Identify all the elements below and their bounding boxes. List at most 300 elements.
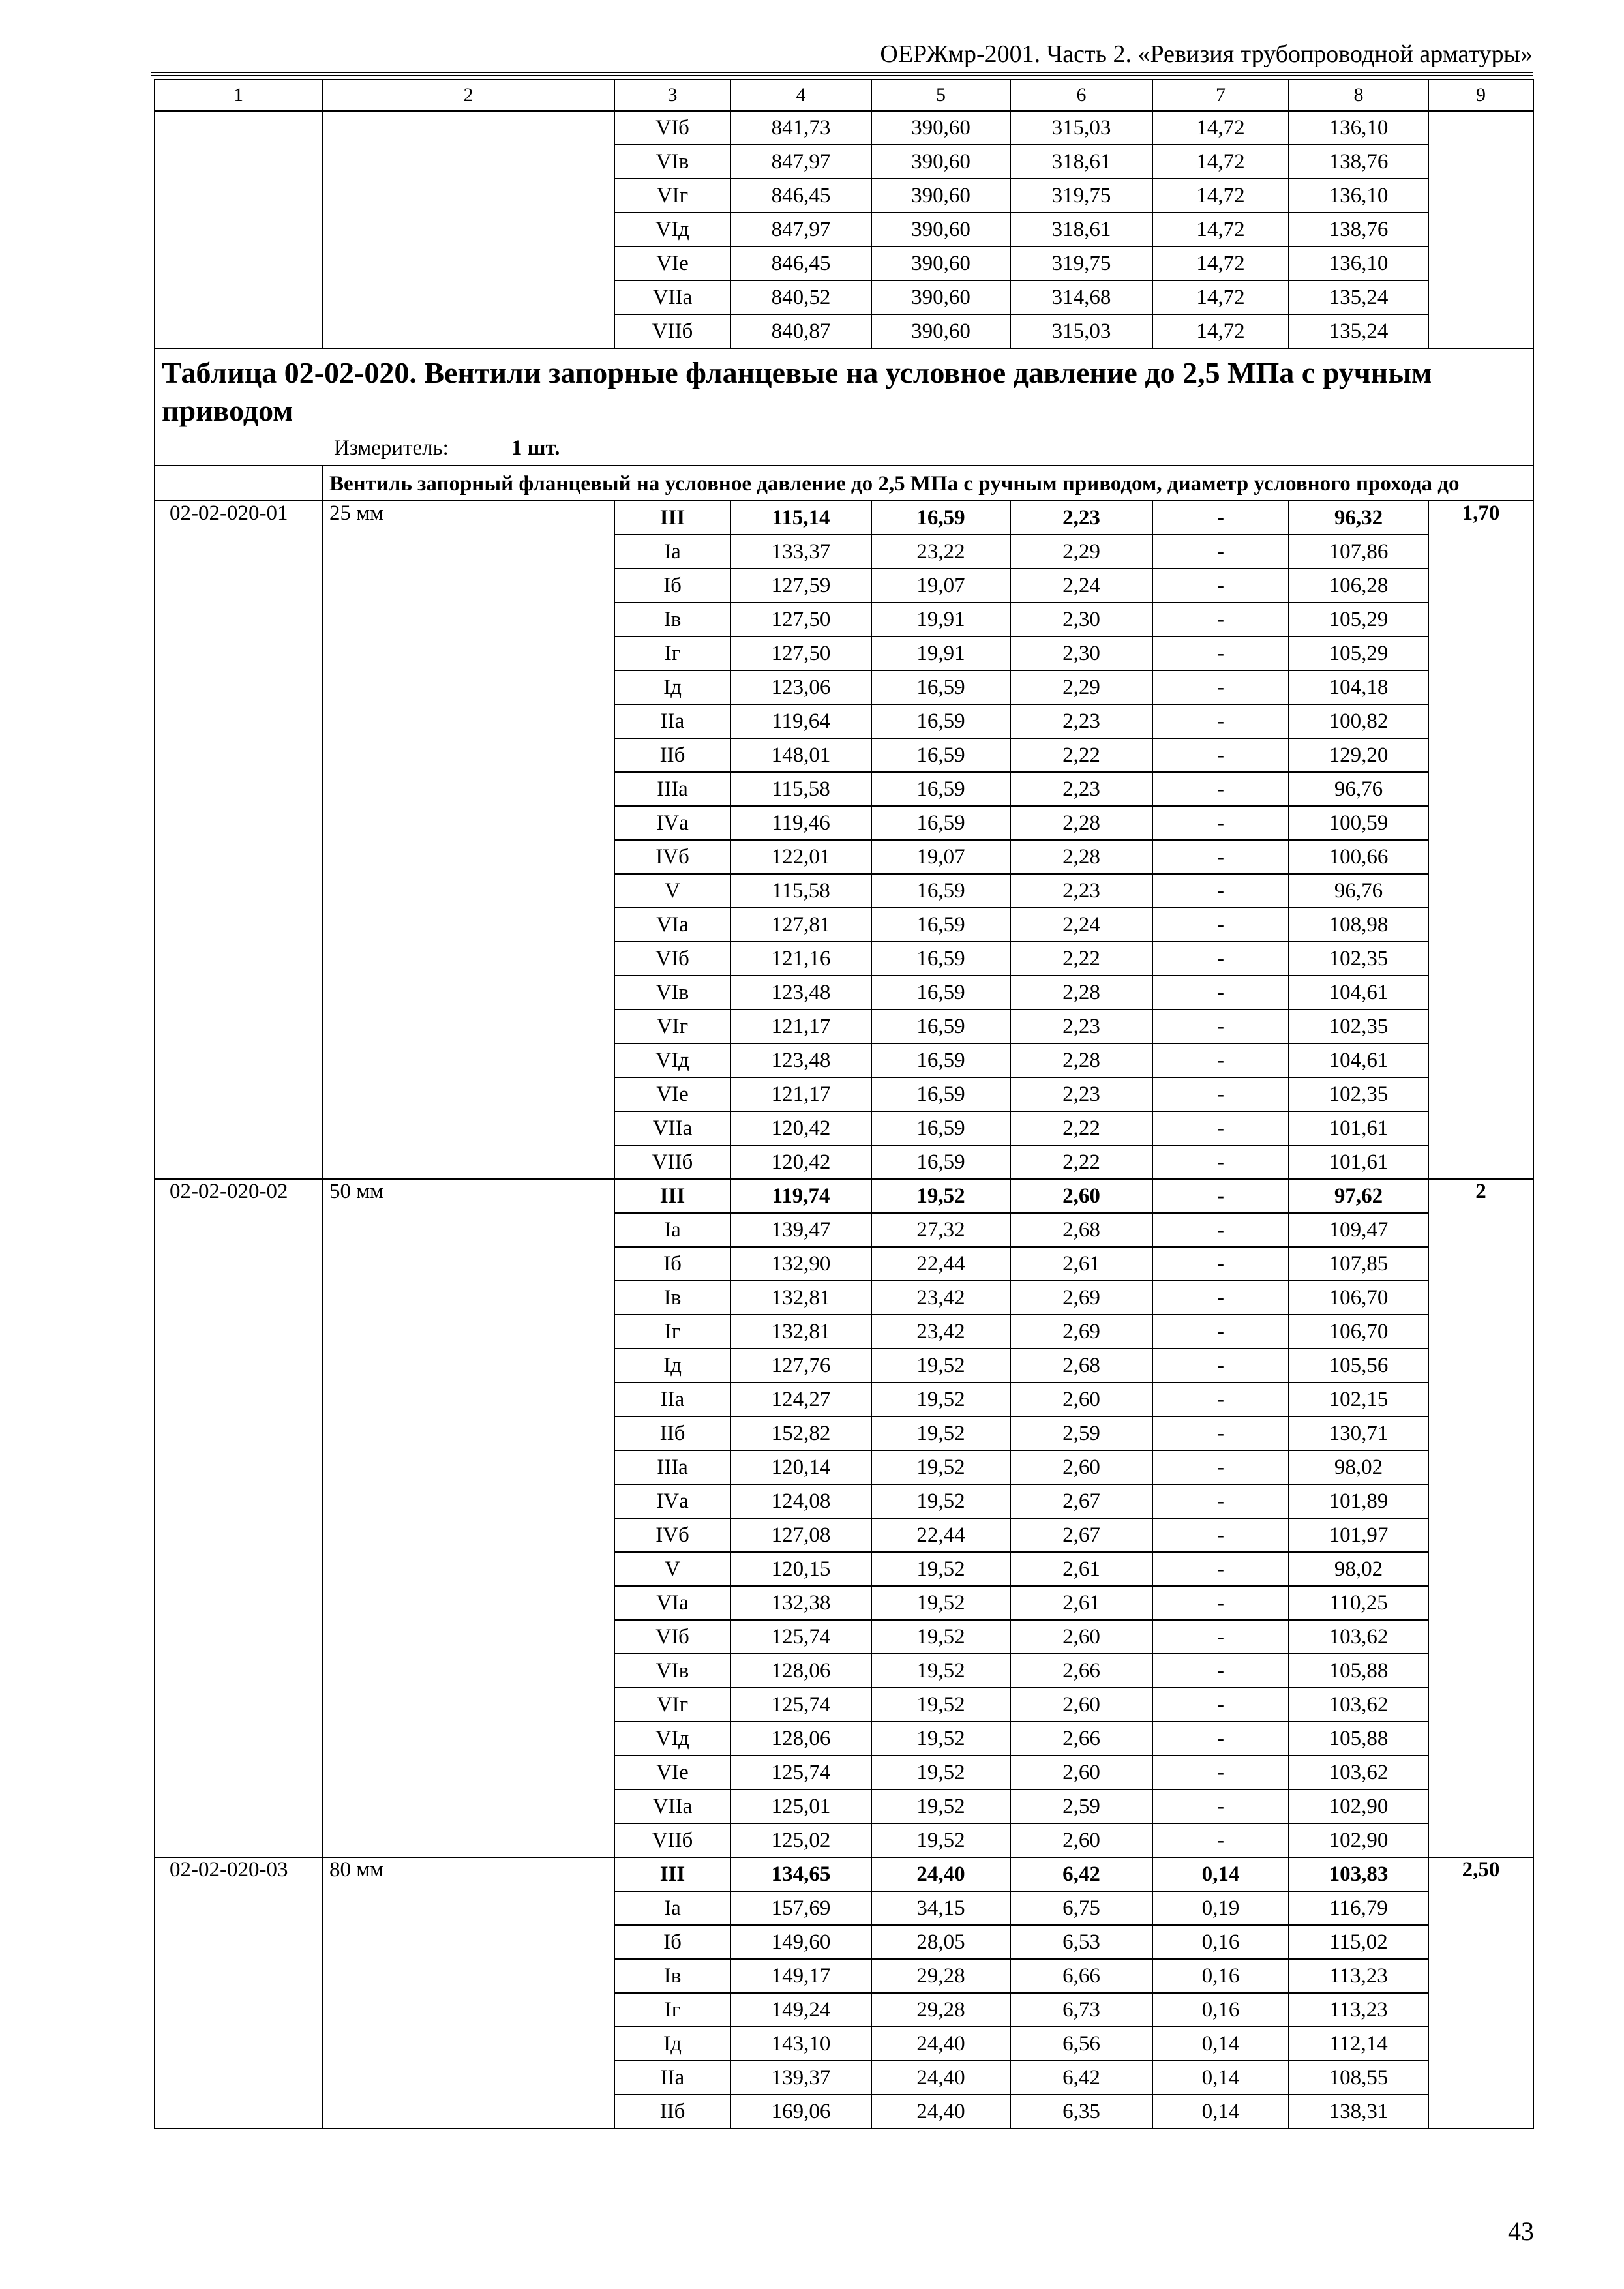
region-cell: IIб <box>614 2095 730 2129</box>
value-cell: 6,66 <box>1010 1959 1152 1993</box>
value-cell: 847,97 <box>730 213 871 247</box>
value-cell: 2,22 <box>1010 738 1152 772</box>
value-cell: 124,27 <box>730 1383 871 1416</box>
value-cell: 2,60 <box>1010 1450 1152 1484</box>
value-cell: 100,82 <box>1289 704 1428 738</box>
value-cell: 105,56 <box>1289 1349 1428 1383</box>
region-cell: Iб <box>614 1925 730 1959</box>
value-cell: 2,23 <box>1010 1010 1152 1043</box>
value-cell: 96,32 <box>1289 501 1428 535</box>
value-cell: 105,88 <box>1289 1722 1428 1756</box>
column-number: 3 <box>614 80 730 111</box>
value-cell: 6,35 <box>1010 2095 1152 2129</box>
value-cell: 121,16 <box>730 942 871 976</box>
value-cell: 98,02 <box>1289 1450 1428 1484</box>
region-cell: III <box>614 1857 730 1891</box>
value-cell: 315,03 <box>1010 314 1152 348</box>
value-cell: 24,40 <box>871 2027 1010 2061</box>
value-cell: 841,73 <box>730 111 871 145</box>
header-rule <box>151 72 1533 76</box>
value-cell: 103,62 <box>1289 1688 1428 1722</box>
value-cell: 102,35 <box>1289 942 1428 976</box>
value-cell: 14,72 <box>1152 213 1289 247</box>
value-cell: 101,61 <box>1289 1111 1428 1145</box>
table-row <box>155 111 1533 145</box>
value-cell: 110,25 <box>1289 1586 1428 1620</box>
value-cell: 101,97 <box>1289 1518 1428 1552</box>
col9-cell: 1,70 <box>1428 501 1533 1179</box>
value-cell: 135,24 <box>1289 314 1428 348</box>
value-cell: 318,61 <box>1010 145 1152 179</box>
value-cell: 106,70 <box>1289 1281 1428 1315</box>
value-cell: 23,42 <box>871 1315 1010 1349</box>
value-cell: 105,29 <box>1289 603 1428 636</box>
region-cell: Iа <box>614 535 730 569</box>
column-number: 8 <box>1289 80 1428 111</box>
value-cell: - <box>1152 908 1289 942</box>
region-cell: IVб <box>614 840 730 874</box>
value-cell: 6,56 <box>1010 2027 1152 2061</box>
region-cell: Iв <box>614 1959 730 1993</box>
value-cell: 148,01 <box>730 738 871 772</box>
value-cell: 0,14 <box>1152 2095 1289 2129</box>
value-cell: - <box>1152 1213 1289 1247</box>
value-cell: - <box>1152 806 1289 840</box>
value-cell: 16,59 <box>871 1077 1010 1111</box>
value-cell: - <box>1152 840 1289 874</box>
value-cell: 108,98 <box>1289 908 1428 942</box>
value-cell: 123,48 <box>730 1043 871 1077</box>
table-title: Таблица 02-02-020. Вентили запорные фланцевые на условное давление до 2,5 МПа с ручным приводом <box>162 356 1432 427</box>
region-cell: VIг <box>614 179 730 213</box>
name-cell <box>322 111 614 348</box>
value-cell: 2,28 <box>1010 976 1152 1010</box>
value-cell: 115,14 <box>730 501 871 535</box>
value-cell: - <box>1152 976 1289 1010</box>
blank-cell <box>155 466 322 501</box>
region-cell: VIе <box>614 1756 730 1789</box>
value-cell: 119,64 <box>730 704 871 738</box>
value-cell: 120,15 <box>730 1552 871 1586</box>
column-number: 1 <box>155 80 322 111</box>
value-cell: 157,69 <box>730 1891 871 1925</box>
value-cell: 846,45 <box>730 179 871 213</box>
value-cell: - <box>1152 1247 1289 1281</box>
value-cell: 104,18 <box>1289 670 1428 704</box>
region-cell: VIIа <box>614 1789 730 1823</box>
value-cell: 169,06 <box>730 2095 871 2129</box>
value-cell: 390,60 <box>871 213 1010 247</box>
value-cell: 16,59 <box>871 772 1010 806</box>
value-cell: 2,22 <box>1010 1111 1152 1145</box>
region-cell: Iг <box>614 636 730 670</box>
value-cell: 0,16 <box>1152 1993 1289 2027</box>
table-row <box>155 1179 1533 1213</box>
value-cell: 129,20 <box>1289 738 1428 772</box>
value-cell: - <box>1152 1823 1289 1857</box>
value-cell: - <box>1152 1043 1289 1077</box>
region-cell: Iа <box>614 1213 730 1247</box>
value-cell: 2,60 <box>1010 1179 1152 1213</box>
value-cell: 134,65 <box>730 1857 871 1891</box>
name-cell: 25 мм <box>322 501 614 1179</box>
value-cell: 19,52 <box>871 1383 1010 1416</box>
value-cell: 127,59 <box>730 569 871 603</box>
value-cell: 6,42 <box>1010 2061 1152 2095</box>
region-cell: IIб <box>614 1416 730 1450</box>
value-cell: 318,61 <box>1010 213 1152 247</box>
region-cell: VIе <box>614 1077 730 1111</box>
value-cell: - <box>1152 1518 1289 1552</box>
value-cell: 128,06 <box>730 1654 871 1688</box>
column-number: 6 <box>1010 80 1152 111</box>
value-cell: 138,31 <box>1289 2095 1428 2129</box>
value-cell: 390,60 <box>871 280 1010 314</box>
value-cell: 115,58 <box>730 874 871 908</box>
value-cell: 22,44 <box>871 1518 1010 1552</box>
value-cell: 106,28 <box>1289 569 1428 603</box>
region-cell: VIб <box>614 1620 730 1654</box>
value-cell: 16,59 <box>871 670 1010 704</box>
region-cell: Iд <box>614 1349 730 1383</box>
value-cell: 19,52 <box>871 1349 1010 1383</box>
value-cell: 2,61 <box>1010 1586 1152 1620</box>
value-cell: 24,40 <box>871 2095 1010 2129</box>
running-header: ОЕРЖмр-2001. Часть 2. «Ревизия трубопроводной арматуры» <box>880 40 1533 68</box>
value-cell: 96,76 <box>1289 874 1428 908</box>
value-cell: 19,52 <box>871 1620 1010 1654</box>
value-cell: 16,59 <box>871 874 1010 908</box>
value-cell: 840,87 <box>730 314 871 348</box>
region-cell: VIд <box>614 1043 730 1077</box>
value-cell: 0,19 <box>1152 1891 1289 1925</box>
region-cell: VIIб <box>614 1823 730 1857</box>
measure-label: Измеритель: <box>334 436 449 460</box>
value-cell: 107,86 <box>1289 535 1428 569</box>
value-cell: 2,68 <box>1010 1213 1152 1247</box>
value-cell: 34,15 <box>871 1891 1010 1925</box>
region-cell: IIа <box>614 2061 730 2095</box>
region-cell: IIIа <box>614 772 730 806</box>
value-cell: 2,28 <box>1010 1043 1152 1077</box>
value-cell: 136,10 <box>1289 179 1428 213</box>
column-number: 9 <box>1428 80 1533 111</box>
value-cell: 319,75 <box>1010 247 1152 280</box>
measure-line <box>334 435 1526 461</box>
value-cell: - <box>1152 1654 1289 1688</box>
value-cell: 2,28 <box>1010 840 1152 874</box>
value-cell: 6,75 <box>1010 1891 1152 1925</box>
region-cell: VIб <box>614 111 730 145</box>
value-cell: 2,28 <box>1010 806 1152 840</box>
region-cell: VIе <box>614 247 730 280</box>
value-cell: 319,75 <box>1010 179 1152 213</box>
region-cell: VIг <box>614 1688 730 1722</box>
value-cell: 2,67 <box>1010 1484 1152 1518</box>
value-cell: - <box>1152 1349 1289 1383</box>
rates-table <box>154 79 1534 2129</box>
description-cell: Вентиль запорный фланцевый на условное давление до 2,5 МПа с ручным приводом, диаметр условного прохода до <box>322 466 1533 501</box>
region-cell: Iб <box>614 569 730 603</box>
value-cell: - <box>1152 772 1289 806</box>
value-cell: 98,02 <box>1289 1552 1428 1586</box>
value-cell: 390,60 <box>871 145 1010 179</box>
value-cell: 16,59 <box>871 908 1010 942</box>
value-cell: 149,24 <box>730 1993 871 2027</box>
value-cell: 113,23 <box>1289 1959 1428 1993</box>
value-cell: 101,61 <box>1289 1145 1428 1179</box>
value-cell: 2,69 <box>1010 1281 1152 1315</box>
table-row <box>155 501 1533 535</box>
measure-value: 1 шт. <box>511 436 560 460</box>
value-cell: 149,60 <box>730 1925 871 1959</box>
region-cell: IIа <box>614 1383 730 1416</box>
value-cell: 103,83 <box>1289 1857 1428 1891</box>
value-cell: 315,03 <box>1010 111 1152 145</box>
value-cell: 19,52 <box>871 1789 1010 1823</box>
region-cell: VIа <box>614 1586 730 1620</box>
value-cell: 127,81 <box>730 908 871 942</box>
value-cell: 122,01 <box>730 840 871 874</box>
value-cell: - <box>1152 1145 1289 1179</box>
value-cell: 16,59 <box>871 1145 1010 1179</box>
value-cell: 105,29 <box>1289 636 1428 670</box>
value-cell: 132,38 <box>730 1586 871 1620</box>
page-number: 43 <box>1508 2217 1534 2246</box>
value-cell: 19,52 <box>871 1756 1010 1789</box>
value-cell: 120,42 <box>730 1111 871 1145</box>
value-cell: - <box>1152 1383 1289 1416</box>
description-row <box>155 466 1533 501</box>
region-cell: IVа <box>614 806 730 840</box>
value-cell: 113,23 <box>1289 1993 1428 2027</box>
value-cell: - <box>1152 1552 1289 1586</box>
column-number-row <box>155 80 1533 111</box>
value-cell: 149,17 <box>730 1959 871 1993</box>
value-cell: 2,60 <box>1010 1620 1152 1654</box>
value-cell: 115,58 <box>730 772 871 806</box>
region-cell: IIIа <box>614 1450 730 1484</box>
region-cell: III <box>614 1179 730 1213</box>
region-cell: VIIа <box>614 280 730 314</box>
value-cell: 24,40 <box>871 2061 1010 2095</box>
region-cell: VIа <box>614 908 730 942</box>
value-cell: 104,61 <box>1289 976 1428 1010</box>
region-cell: Iб <box>614 1247 730 1281</box>
region-cell: Iд <box>614 2027 730 2061</box>
value-cell: 105,88 <box>1289 1654 1428 1688</box>
value-cell: 19,52 <box>871 1823 1010 1857</box>
region-cell: VIв <box>614 145 730 179</box>
value-cell: 119,46 <box>730 806 871 840</box>
value-cell: 132,81 <box>730 1315 871 1349</box>
value-cell: - <box>1152 1281 1289 1315</box>
value-cell: - <box>1152 569 1289 603</box>
value-cell: 121,17 <box>730 1077 871 1111</box>
value-cell: 19,52 <box>871 1179 1010 1213</box>
value-cell: 2,23 <box>1010 772 1152 806</box>
value-cell: - <box>1152 1756 1289 1789</box>
code-cell: 02-02-020-01 <box>155 501 322 1179</box>
value-cell: 104,61 <box>1289 1043 1428 1077</box>
value-cell: 0,16 <box>1152 1925 1289 1959</box>
value-cell: 19,91 <box>871 636 1010 670</box>
value-cell: 2,69 <box>1010 1315 1152 1349</box>
value-cell: 16,59 <box>871 704 1010 738</box>
value-cell: - <box>1152 874 1289 908</box>
value-cell: 120,14 <box>730 1450 871 1484</box>
value-cell: 2,59 <box>1010 1416 1152 1450</box>
value-cell: - <box>1152 1484 1289 1518</box>
value-cell: 139,47 <box>730 1213 871 1247</box>
value-cell: 119,74 <box>730 1179 871 1213</box>
value-cell: 16,59 <box>871 942 1010 976</box>
value-cell: 125,74 <box>730 1756 871 1789</box>
value-cell: 28,05 <box>871 1925 1010 1959</box>
value-cell: 22,44 <box>871 1247 1010 1281</box>
name-cell: 50 мм <box>322 1179 614 1857</box>
column-number: 2 <box>322 80 614 111</box>
value-cell: 127,76 <box>730 1349 871 1383</box>
value-cell: 14,72 <box>1152 145 1289 179</box>
value-cell: - <box>1152 1688 1289 1722</box>
value-cell: 19,52 <box>871 1416 1010 1450</box>
value-cell: 102,90 <box>1289 1823 1428 1857</box>
region-cell: Iв <box>614 603 730 636</box>
value-cell: 2,60 <box>1010 1688 1152 1722</box>
value-cell: 29,28 <box>871 1959 1010 1993</box>
region-cell: VIв <box>614 976 730 1010</box>
value-cell: 101,89 <box>1289 1484 1428 1518</box>
value-cell: 16,59 <box>871 501 1010 535</box>
value-cell: 27,32 <box>871 1213 1010 1247</box>
region-cell: Iг <box>614 1993 730 2027</box>
code-cell: 02-02-020-02 <box>155 1179 322 1857</box>
value-cell: 130,71 <box>1289 1416 1428 1450</box>
value-cell: 2,60 <box>1010 1756 1152 1789</box>
region-cell: VIг <box>614 1010 730 1043</box>
column-number: 5 <box>871 80 1010 111</box>
value-cell: 29,28 <box>871 1993 1010 2027</box>
value-cell: 109,47 <box>1289 1213 1428 1247</box>
value-cell: 19,52 <box>871 1552 1010 1586</box>
value-cell: 120,42 <box>730 1145 871 1179</box>
value-cell: - <box>1152 670 1289 704</box>
value-cell: 6,53 <box>1010 1925 1152 1959</box>
value-cell: 390,60 <box>871 247 1010 280</box>
value-cell: 19,52 <box>871 1450 1010 1484</box>
code-cell <box>155 111 322 348</box>
value-cell: 2,29 <box>1010 535 1152 569</box>
region-cell: Iг <box>614 1315 730 1349</box>
value-cell: 2,23 <box>1010 874 1152 908</box>
region-cell: V <box>614 874 730 908</box>
value-cell: 840,52 <box>730 280 871 314</box>
value-cell: 132,81 <box>730 1281 871 1315</box>
value-cell: 138,76 <box>1289 145 1428 179</box>
value-cell: 847,97 <box>730 145 871 179</box>
value-cell: 16,59 <box>871 1043 1010 1077</box>
value-cell: 112,14 <box>1289 2027 1428 2061</box>
table-row <box>155 1857 1533 1891</box>
value-cell: 19,52 <box>871 1722 1010 1756</box>
value-cell: 125,01 <box>730 1789 871 1823</box>
value-cell: 107,85 <box>1289 1247 1428 1281</box>
column-number: 4 <box>730 80 871 111</box>
value-cell: 19,91 <box>871 603 1010 636</box>
region-cell: Iа <box>614 1891 730 1925</box>
col9-cell: 2 <box>1428 1179 1533 1857</box>
value-cell: 14,72 <box>1152 111 1289 145</box>
value-cell: 2,22 <box>1010 1145 1152 1179</box>
value-cell: 14,72 <box>1152 314 1289 348</box>
value-cell: 115,02 <box>1289 1925 1428 1959</box>
value-cell: 96,76 <box>1289 772 1428 806</box>
value-cell: 2,59 <box>1010 1789 1152 1823</box>
value-cell: 128,06 <box>730 1722 871 1756</box>
value-cell: - <box>1152 1010 1289 1043</box>
region-cell: VIд <box>614 1722 730 1756</box>
value-cell: 97,62 <box>1289 1179 1428 1213</box>
value-cell: - <box>1152 704 1289 738</box>
value-cell: 390,60 <box>871 314 1010 348</box>
value-cell: 2,23 <box>1010 501 1152 535</box>
value-cell: 2,29 <box>1010 670 1152 704</box>
value-cell: 136,10 <box>1289 111 1428 145</box>
region-cell: VIIб <box>614 1145 730 1179</box>
value-cell: 2,60 <box>1010 1823 1152 1857</box>
value-cell: 2,67 <box>1010 1518 1152 1552</box>
region-cell: VIIа <box>614 1111 730 1145</box>
value-cell: 100,59 <box>1289 806 1428 840</box>
value-cell: 2,23 <box>1010 1077 1152 1111</box>
value-cell: 125,74 <box>730 1688 871 1722</box>
value-cell: 102,90 <box>1289 1789 1428 1823</box>
value-cell: 108,55 <box>1289 2061 1428 2095</box>
value-cell: - <box>1152 1789 1289 1823</box>
value-cell: - <box>1152 636 1289 670</box>
region-cell: VIв <box>614 1654 730 1688</box>
value-cell: 19,52 <box>871 1654 1010 1688</box>
region-cell: IIб <box>614 738 730 772</box>
value-cell: - <box>1152 1722 1289 1756</box>
value-cell: 846,45 <box>730 247 871 280</box>
value-cell: - <box>1152 1416 1289 1450</box>
value-cell: 0,14 <box>1152 2027 1289 2061</box>
region-cell: Iв <box>614 1281 730 1315</box>
value-cell: 19,52 <box>871 1484 1010 1518</box>
value-cell: 135,24 <box>1289 280 1428 314</box>
value-cell: 2,66 <box>1010 1722 1152 1756</box>
value-cell: - <box>1152 738 1289 772</box>
value-cell: 16,59 <box>871 976 1010 1010</box>
value-cell: 24,40 <box>871 1857 1010 1891</box>
value-cell: 23,42 <box>871 1281 1010 1315</box>
value-cell: 2,24 <box>1010 908 1152 942</box>
value-cell: 136,10 <box>1289 247 1428 280</box>
value-cell: 2,24 <box>1010 569 1152 603</box>
region-cell: III <box>614 501 730 535</box>
value-cell: 100,66 <box>1289 840 1428 874</box>
value-cell: 127,50 <box>730 636 871 670</box>
value-cell: 121,17 <box>730 1010 871 1043</box>
value-cell: 2,22 <box>1010 942 1152 976</box>
value-cell: - <box>1152 1179 1289 1213</box>
value-cell: 16,59 <box>871 1010 1010 1043</box>
value-cell: 19,07 <box>871 840 1010 874</box>
value-cell: 106,70 <box>1289 1315 1428 1349</box>
value-cell: 139,37 <box>730 2061 871 2095</box>
